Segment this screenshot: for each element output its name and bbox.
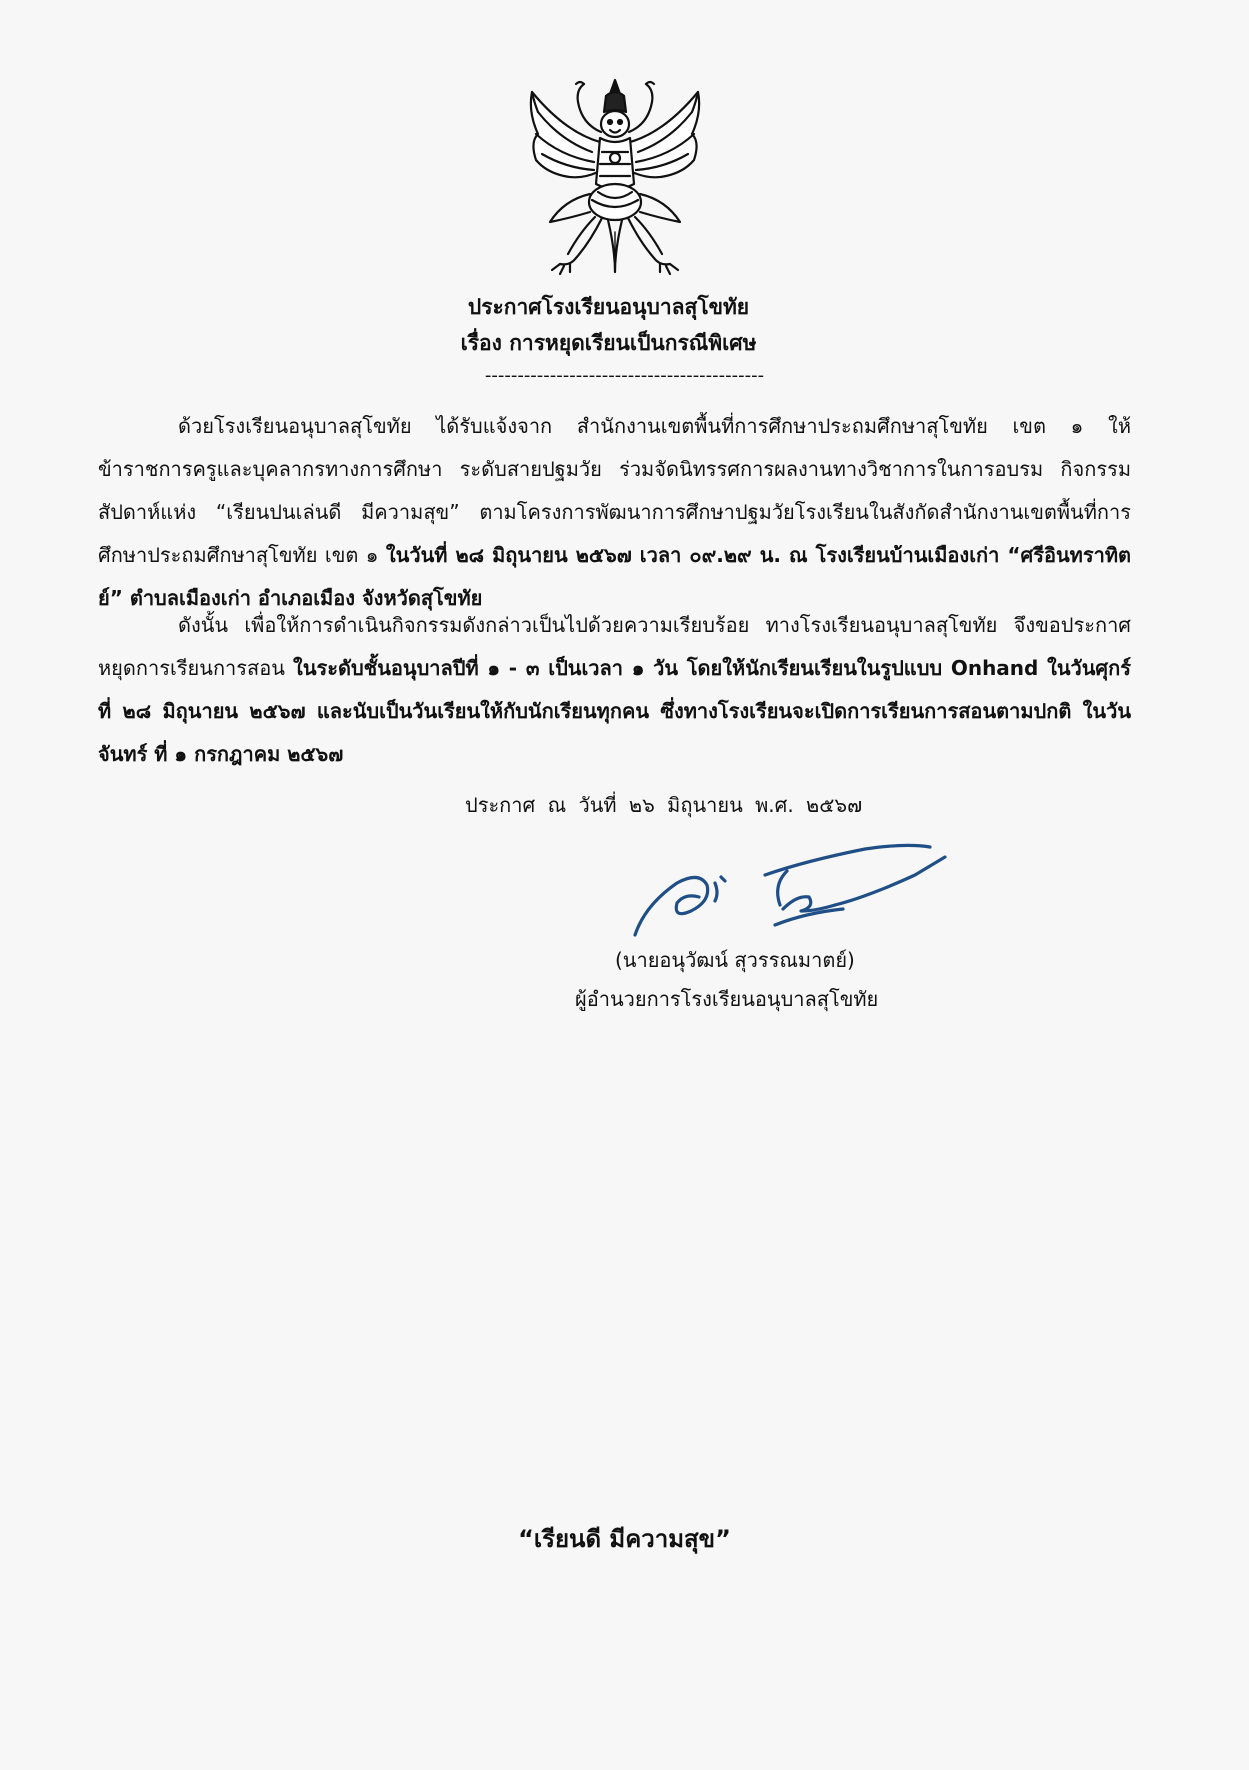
paragraph-1 <box>98 405 1131 620</box>
paragraph-1-bold: ในวันที่ ๒๘ มิถุนายน ๒๕๖๗ เวลา ๐๙.๒๙ น. ณ โรงเรียนบ้านเมืองเก่า “ศรีอินทราทิตย์” ตำบลเมืองเก่า อำเภอเมือง จังหวัดสุโขทัย <box>98 543 1131 610</box>
signer-title: ผู้อำนวยการโรงเรียนอนุบาลสุโขทัย <box>575 987 879 1011</box>
announcement-date: ประกาศ ณ วันที่ ๒๖ มิถุนายน พ.ศ. ๒๕๖๗ <box>465 793 863 817</box>
announcement-title: ประกาศโรงเรียนอนุบาลสุโขทัย <box>467 295 750 319</box>
signature-mark <box>615 835 950 960</box>
garuda-emblem-icon <box>520 72 710 277</box>
announcement-subject: เรื่อง การหยุดเรียนเป็นกรณีพิเศษ <box>460 331 757 355</box>
paragraph-2-text: ดังนั้น เพื่อให้การดำเนินกิจกรรมดังกล่าวเป็นไปด้วยความเรียบร้อย ทางโรงเรียนอนุบาลสุโขทัย จึงขอประกาศหยุดการเรียนการสอน <box>98 613 1131 680</box>
signer-name: (นายอนุวัฒน์ สุวรรณมาตย์) <box>615 948 855 972</box>
paragraph-2 <box>98 604 1131 776</box>
school-slogan: “เรียนดี มีความสุข” <box>518 1525 731 1553</box>
paragraph-2-bold: ในระดับชั้นอนุบาลปีที่ ๑ - ๓ เป็นเวลา ๑ วัน โดยให้นักเรียนเรียนในรูปแบบ Onhand ในวันศุกร์ ที่ ๒๘ มิถุนายน ๒๕๖๗ และนับเป็นวันเรียนให้กับนักเรียนทุกคน ซึ่งทางโรงเรียนจะเปิดการเรียนการสอนตามปกติ ในวันจันทร์ ที่ ๑ กรกฎาคม ๒๕๖๗ <box>98 656 1131 766</box>
paragraph-1-text: ด้วยโรงเรียนอนุบาลสุโขทัย ได้รับแจ้งจาก สำนักงานเขตพื้นที่การศึกษาประถมศึกษาสุโขทัย เขต ๑ ให้ข้าราชการครูและบุคลากรทางการศึกษา ระดับสายปฐมวัย ร่วมจัดนิทรรศการผลงานทางวิชาการในการอบรม กิจกรรมสัปดาห์แห่ง “เรียนปนเล่นดี มีความสุข” ตามโครงการพัฒนาการศึกษาปฐมวัยโรงเรียนในสังกัดสำนักงานเขตพื้นที่การศึกษาประถมศึกษาสุโขทัย เขต ๑ <box>98 414 1131 567</box>
divider: ------------------------------------------- <box>484 365 765 386</box>
